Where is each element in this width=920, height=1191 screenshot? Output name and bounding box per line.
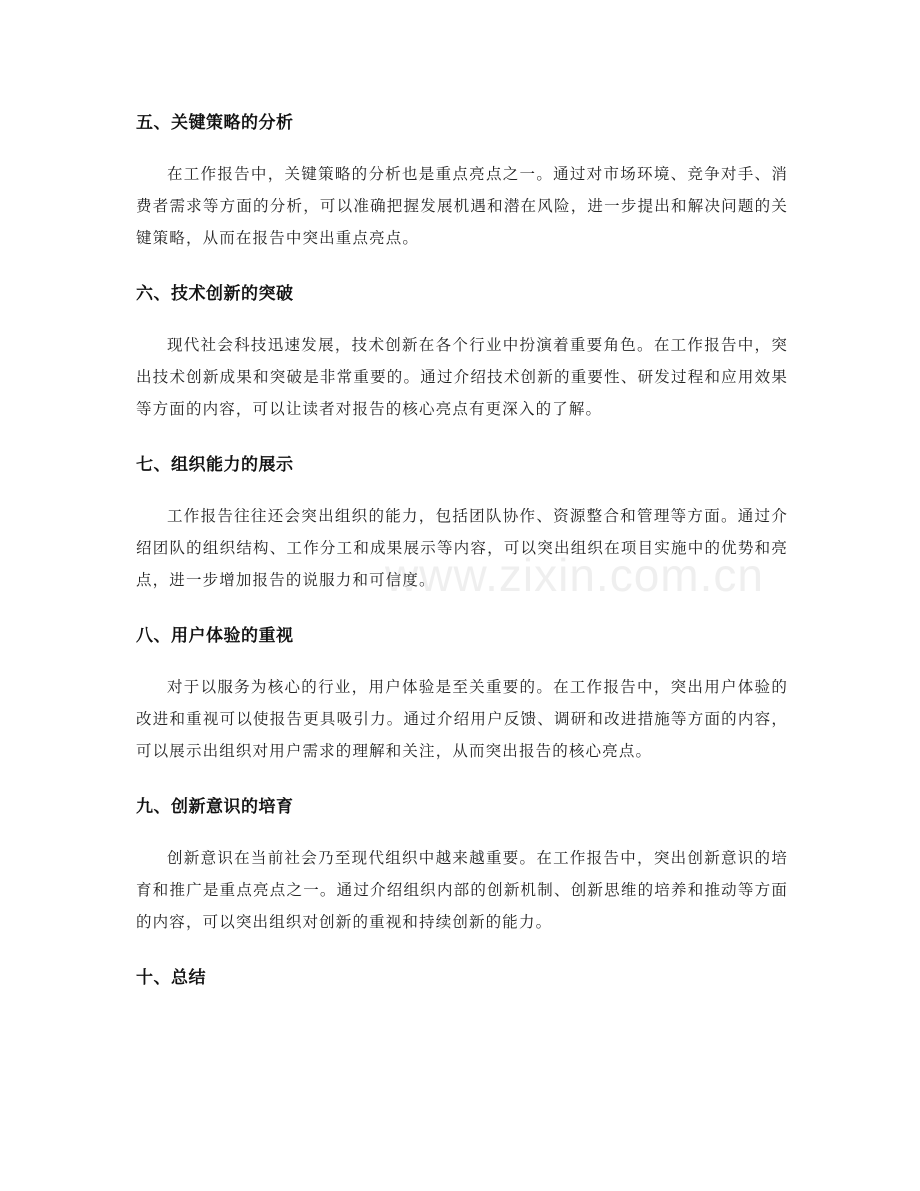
section-paragraph: 现代社会科技迅速发展，技术创新在各个行业中扮演着重要角色。在工作报告中，突出技术创新成果和突破是非常重要的。通过介绍技术创新的重要性、研发过程和应用效果等方面的内容，可以让读者对报告的核心亮点有更深入的了解。	[136, 336, 788, 418]
section-heading: 八、用户体验的重视	[136, 626, 294, 646]
section-paragraph: 创新意识在当前社会乃至现代组织中越来越重要。在工作报告中，突出创新意识的培育和推广是重点亮点之一。通过介绍组织内部的创新机制、创新思维的培养和推动等方面的内容，可以突出组织对创新的重视和持续创新的能力。	[136, 849, 788, 931]
document-content	[136, 108, 788, 993]
section-10	[136, 963, 788, 993]
section-9	[136, 792, 788, 938]
section-6	[136, 279, 788, 425]
section-heading: 七、组织能力的展示	[136, 455, 294, 475]
section-paragraph: 在工作报告中，关键策略的分析也是重点亮点之一。通过对市场环境、竞争对手、消费者需求等方面的分析，可以准确把握发展机遇和潜在风险，进一步提出和解决问题的关键策略，从而在报告中突出重点亮点。	[136, 165, 788, 247]
section-heading: 六、技术创新的突破	[136, 284, 294, 304]
section-7	[136, 450, 788, 596]
section-heading: 九、创新意识的培育	[136, 797, 294, 817]
section-heading: 十、总结	[136, 968, 206, 988]
watermark: www.zixin.com.cn	[385, 549, 764, 601]
section-paragraph: 对于以服务为核心的行业，用户体验是至关重要的。在工作报告中，突出用户体验的改进和重视可以使报告更具吸引力。通过介绍用户反馈、调研和改进措施等方面的内容，可以展示出组织对用户需求的理解和关注，从而突出报告的核心亮点。	[136, 678, 788, 760]
section-5	[136, 108, 788, 254]
section-paragraph: 工作报告往往还会突出组织的能力，包括团队协作、资源整合和管理等方面。通过介绍团队的组织结构、工作分工和成果展示等内容，可以突出组织在项目实施中的优势和亮点，进一步增加报告的说服力和可信度。	[136, 507, 788, 589]
section-heading: 五、关键策略的分析	[136, 113, 294, 133]
section-8	[136, 621, 788, 767]
